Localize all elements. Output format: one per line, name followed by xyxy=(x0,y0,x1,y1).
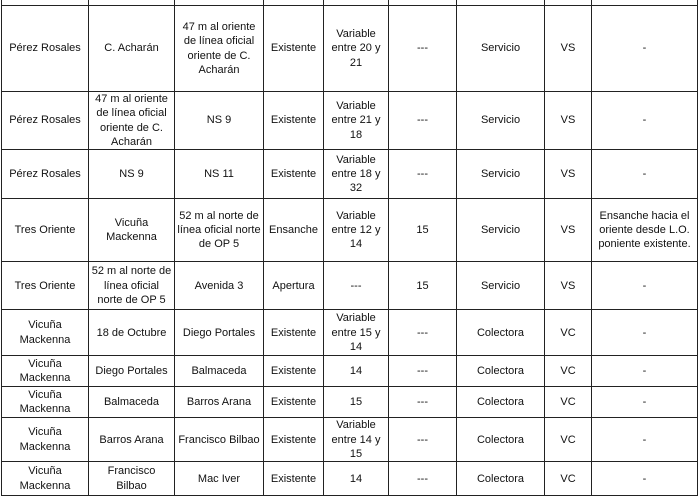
table-row xyxy=(2,199,698,262)
cell-category: Servicio xyxy=(457,92,545,150)
cell-notes: - xyxy=(592,92,698,150)
table-row xyxy=(2,262,698,310)
cell-street: Vicuña Mackenna xyxy=(2,418,89,462)
cell-status: Ensanche xyxy=(264,199,324,262)
cell-notes: - xyxy=(592,310,698,356)
cell-to: NS 11 xyxy=(175,150,264,199)
cell-from: Barros Arana xyxy=(89,418,175,462)
cell-category: Servicio xyxy=(457,6,545,92)
cell-projected-width: --- xyxy=(389,150,457,199)
table-row xyxy=(2,462,698,496)
cell-code: VC xyxy=(545,387,592,418)
cell-existing-width: 14 xyxy=(324,462,389,496)
table-row xyxy=(2,356,698,387)
cell-projected-width: --- xyxy=(389,387,457,418)
cell-projected-width: --- xyxy=(389,356,457,387)
cell-category: Colectora xyxy=(457,462,545,496)
cell-code: VS xyxy=(545,262,592,310)
cell-from: Francisco Bilbao xyxy=(89,462,175,496)
cell-notes: - xyxy=(592,150,698,199)
cell-to: 47 m al oriente de línea oficial oriente de C. Acharán xyxy=(175,6,264,92)
cell-status: Existente xyxy=(264,150,324,199)
cell-notes: - xyxy=(592,462,698,496)
cell-projected-width: --- xyxy=(389,418,457,462)
cell-to: Francisco Bilbao xyxy=(175,418,264,462)
cell-status: Existente xyxy=(264,462,324,496)
cell-code: VC xyxy=(545,356,592,387)
cell-existing-width: Variable entre 15 y 14 xyxy=(324,310,389,356)
cell-category: Colectora xyxy=(457,418,545,462)
cell-from: 47 m al oriente de línea oficial oriente de C. Acharán xyxy=(89,92,175,150)
cell-street: Vicuña Mackenna xyxy=(2,310,89,356)
cell-projected-width: 15 xyxy=(389,262,457,310)
cell-to: NS 9 xyxy=(175,92,264,150)
table-row xyxy=(2,310,698,356)
cell-status: Apertura xyxy=(264,262,324,310)
cell-from: 18 de Octubre xyxy=(89,310,175,356)
table-row xyxy=(2,418,698,462)
cell-code: VC xyxy=(545,418,592,462)
cell-from: Diego Portales xyxy=(89,356,175,387)
cell-status: Existente xyxy=(264,310,324,356)
cell-category: Servicio xyxy=(457,262,545,310)
cell-from: C. Acharán xyxy=(89,6,175,92)
cell-code: VC xyxy=(545,462,592,496)
cell-existing-width: Variable entre 20 y 21 xyxy=(324,6,389,92)
table-row xyxy=(2,387,698,418)
cell-street: Pérez Rosales xyxy=(2,6,89,92)
cell-street: Tres Oriente xyxy=(2,199,89,262)
cell-status: Existente xyxy=(264,418,324,462)
cell-status: Existente xyxy=(264,387,324,418)
cell-existing-width: 14 xyxy=(324,356,389,387)
cell-from: Balmaceda xyxy=(89,387,175,418)
cell-notes: - xyxy=(592,6,698,92)
cell-street: Tres Oriente xyxy=(2,262,89,310)
cell-projected-width: --- xyxy=(389,462,457,496)
cell-to: Mac Iver xyxy=(175,462,264,496)
cell-category: Colectora xyxy=(457,356,545,387)
cell-category: Colectora xyxy=(457,387,545,418)
table-row xyxy=(2,150,698,199)
cell-street: Pérez Rosales xyxy=(2,92,89,150)
cell-projected-width: 15 xyxy=(389,199,457,262)
cell-notes: - xyxy=(592,356,698,387)
cell-code: VS xyxy=(545,6,592,92)
cell-code: VC xyxy=(545,310,592,356)
cell-street: Vicuña Mackenna xyxy=(2,356,89,387)
cell-existing-width: Variable entre 18 y 32 xyxy=(324,150,389,199)
cell-notes: Ensanche hacia el oriente desde L.O. poniente existente. xyxy=(592,199,698,262)
cell-to: Balmaceda xyxy=(175,356,264,387)
cell-existing-width: Variable entre 21 y 18 xyxy=(324,92,389,150)
cell-notes: - xyxy=(592,262,698,310)
cell-to: 52 m al norte de línea oficial norte de OP 5 xyxy=(175,199,264,262)
table-row xyxy=(2,6,698,92)
cell-to: Diego Portales xyxy=(175,310,264,356)
cell-street: Pérez Rosales xyxy=(2,150,89,199)
cell-from: Vicuña Mackenna xyxy=(89,199,175,262)
cell-category: Colectora xyxy=(457,310,545,356)
cell-existing-width: Variable entre 12 y 14 xyxy=(324,199,389,262)
cell-projected-width: --- xyxy=(389,92,457,150)
cell-existing-width: --- xyxy=(324,262,389,310)
cell-from: NS 9 xyxy=(89,150,175,199)
cell-existing-width: 15 xyxy=(324,387,389,418)
cell-status: Existente xyxy=(264,92,324,150)
cell-street: Vicuña Mackenna xyxy=(2,387,89,418)
cell-projected-width: --- xyxy=(389,6,457,92)
cell-existing-width: Variable entre 14 y 15 xyxy=(324,418,389,462)
cell-code: VS xyxy=(545,92,592,150)
cell-to: Barros Arana xyxy=(175,387,264,418)
street-network-table xyxy=(1,0,698,496)
cell-category: Servicio xyxy=(457,199,545,262)
cell-category: Servicio xyxy=(457,150,545,199)
cell-to: Avenida 3 xyxy=(175,262,264,310)
cell-projected-width: --- xyxy=(389,310,457,356)
cell-notes: - xyxy=(592,418,698,462)
cell-status: Existente xyxy=(264,6,324,92)
table-row xyxy=(2,92,698,150)
cell-from: 52 m al norte de línea oficial norte de OP 5 xyxy=(89,262,175,310)
cell-status: Existente xyxy=(264,356,324,387)
cell-notes: - xyxy=(592,387,698,418)
cell-street: Vicuña Mackenna xyxy=(2,462,89,496)
cell-code: VS xyxy=(545,199,592,262)
cell-code: VS xyxy=(545,150,592,199)
